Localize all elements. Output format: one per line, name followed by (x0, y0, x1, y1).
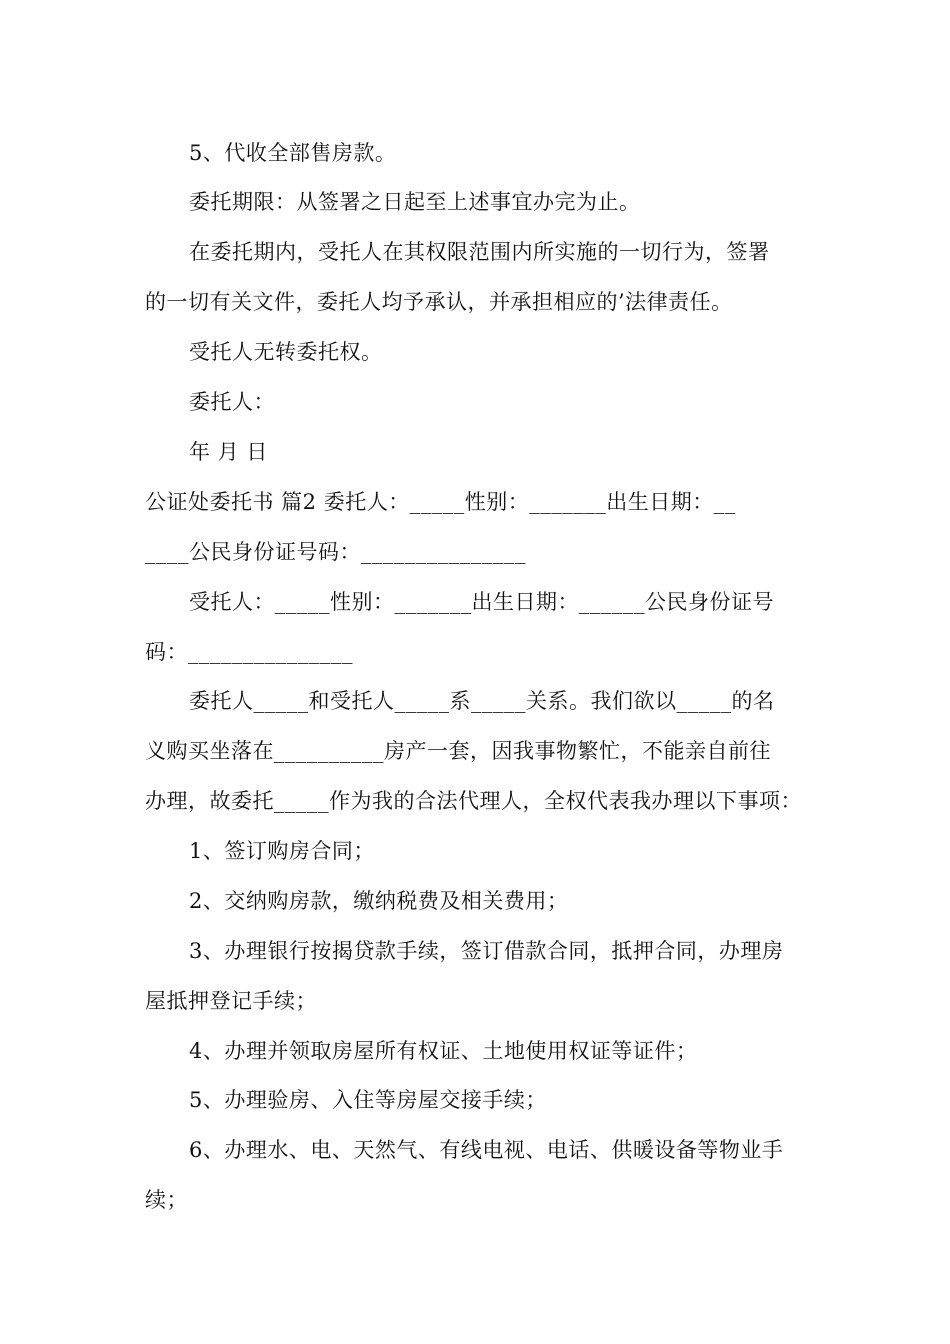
text-line-no-sub-entrust: 受托人无转委托权。 (189, 340, 383, 364)
text-line-item6-1: 6、办理水、电、天然气、有线电视、电话、供暖设备等物业手 (189, 1138, 784, 1162)
text-line-relationship-3: 办理，故委托_____作为我的合法代理人，全权代表我办理以下事项： (145, 789, 802, 813)
text-line-item1: 1、签订购房合同； (189, 839, 375, 863)
text-line-period-scope-1: 在委托期内，受托人在其权限范围内所实施的一切行为，签署 (189, 240, 770, 264)
text-line-agent-id: 码：_______________ (145, 640, 353, 664)
text-line-item2: 2、交纳购房款，缴纳税费及相关费用； (189, 889, 569, 913)
text-line-relationship-1: 委托人_____和受托人_____系_____关系。我们欲以_____的名 (189, 689, 775, 713)
text-line-agent-info: 受托人：_____性别：_______出生日期：______公民身份证号 (189, 590, 774, 614)
text-line-principal-id: ____公民身份证号码：_______________ (145, 540, 526, 564)
text-line-period-scope-2: 的一切有关文件，委托人均予承认，并承担相应的’法律责任。 (145, 290, 733, 314)
text-line-relationship-2: 义购买坐落在__________房产一套，因我事物繁忙，不能亲自前往 (145, 739, 771, 763)
text-line-entrust-period: 委托期限：从签署之日起至上述事宜办完为止。 (189, 190, 641, 214)
text-line-item5: 5、办理验房、入住等房屋交接手续； (189, 1088, 547, 1112)
text-line-item3-2: 屋抵押登记手续； (145, 989, 317, 1013)
text-line-section-2-header: 公证处委托书 篇2 委托人：_____性别：_______出生日期：__ (145, 490, 736, 514)
text-line-item4: 4、办理并领取房屋所有权证、土地使用权证等证件； (189, 1039, 698, 1063)
text-line-date: 年 月 日 (189, 440, 268, 464)
text-line-principal-signature: 委托人： (189, 390, 275, 414)
text-line-item3-1: 3、办理银行按揭贷款手续，签订借款合同，抵押合同，办理房 (189, 939, 784, 963)
text-line-item5-collect-payment: 5、代收全部售房款。 (189, 141, 397, 165)
text-line-item6-2: 续； (145, 1188, 188, 1212)
